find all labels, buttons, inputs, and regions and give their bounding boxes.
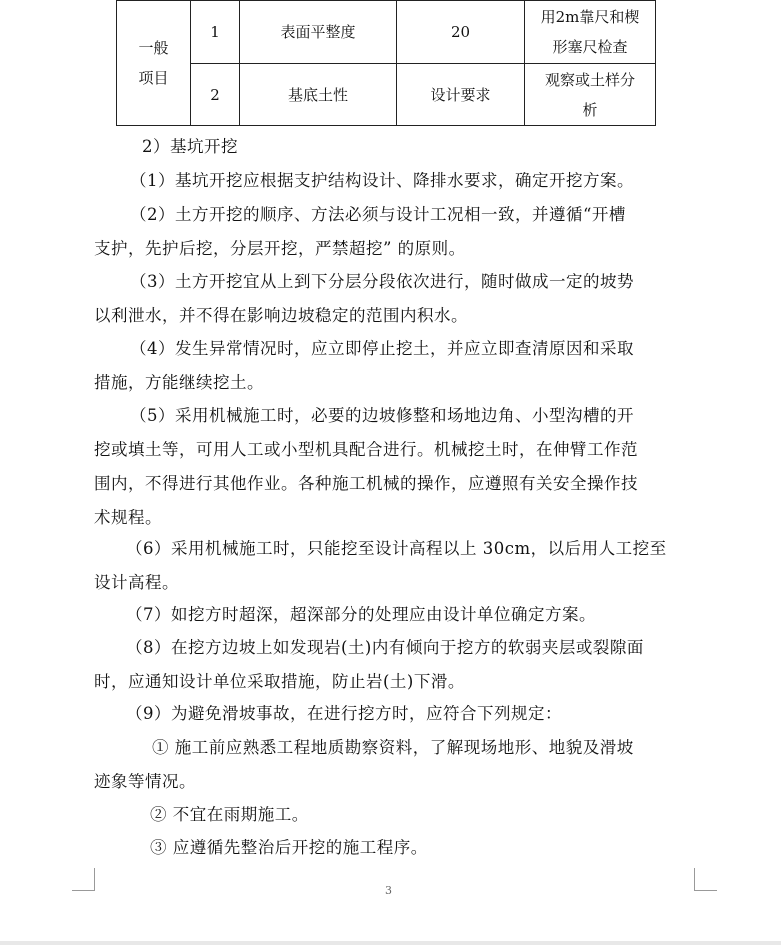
- paragraph-line: 时，应通知设计单位采取措施，防止岩(土)下滑。: [94, 672, 465, 691]
- quality-table: [116, 0, 656, 126]
- paragraph-line: 支护，先护后挖，分层开挖，严禁超挖” 的原则。: [94, 239, 466, 258]
- paragraph-line: （3）土方开挖宜从上到下分层分段依次进行，随时做成一定的坡势: [130, 272, 634, 291]
- table-row: [117, 1, 656, 64]
- paragraph-line: ② 不宜在雨期施工。: [150, 805, 309, 824]
- allowed-value: 设计要求: [397, 64, 525, 126]
- paragraph: [126, 697, 562, 731]
- paragraph: [94, 532, 667, 600]
- check-item: 基底土性: [240, 64, 397, 126]
- paragraph-line: （9）为避免滑坡事故，在进行挖方时，应符合下列规定：: [126, 704, 562, 723]
- paragraph-line: （8）在挖方边坡上如发现岩(土)内有倾向于挖方的软弱夹层或裂隙面: [126, 638, 644, 657]
- check-method: [525, 64, 656, 126]
- page-bottom-edge: [0, 941, 781, 945]
- check-item: 表面平整度: [240, 1, 397, 64]
- paragraph-line: 挖或填土等，可用人工或小型机具配合进行。机械挖土时，在伸臂工作范: [94, 440, 638, 459]
- paragraph: [94, 399, 638, 535]
- page-number: 3: [385, 884, 392, 897]
- section-heading: 2）基坑开挖: [142, 137, 238, 156]
- paragraph-line: 以利泄水，并不得在影响边坡稳定的范围内积水。: [94, 306, 468, 325]
- row-number: 1: [191, 1, 240, 64]
- paragraph-line: 术规程。: [94, 508, 162, 527]
- row-number: 2: [191, 64, 240, 126]
- paragraph-line: （1）基坑开挖应根据支护结构设计、降排水要求，确定开挖方案。: [130, 171, 634, 190]
- check-method-line: 析: [582, 100, 598, 119]
- margin-corner-mark: [694, 868, 717, 891]
- paragraph: [94, 332, 634, 400]
- table-row: [117, 64, 656, 126]
- paragraph: [94, 731, 634, 799]
- check-method: [525, 1, 656, 64]
- paragraph: [94, 198, 626, 266]
- group-label-cell: [117, 1, 191, 126]
- allowed-value: 20: [397, 1, 525, 64]
- check-method-line: 形塞尺检查: [552, 38, 628, 56]
- paragraph-line: 围内，不得进行其他作业。各种施工机械的操作，应遵照有关安全操作技: [94, 474, 638, 493]
- margin-corner-mark: [72, 868, 95, 891]
- check-method-line: 观察或土样分: [544, 70, 635, 89]
- paragraph: [150, 798, 309, 832]
- paragraph-line: ③ 应遵循先整治后开挖的施工程序。: [150, 838, 428, 857]
- paragraph-line: （2）土方开挖的顺序、方法必须与设计工况相一致，并遵循“开槽: [130, 205, 626, 224]
- paragraph-line: （7）如挖方时超深，超深部分的处理应由设计单位确定方案。: [126, 605, 596, 624]
- paragraph: [94, 265, 634, 333]
- paragraph-line: （4）发生异常情况时，应立即停止挖土，并应立即查清原因和采取: [130, 339, 634, 358]
- paragraph-line: ① 施工前应熟悉工程地质勘察资料，了解现场地形、地貌及滑坡: [152, 738, 634, 757]
- paragraph-line: 设计高程。: [94, 573, 179, 592]
- paragraph-line: 迹象等情况。: [94, 772, 196, 791]
- group-label-line: 一般: [138, 39, 169, 57]
- paragraph: [126, 598, 596, 632]
- check-method-line: 用2m靠尺和楔: [540, 8, 640, 26]
- paragraph: [150, 831, 428, 865]
- paragraph-line: （5）采用机械施工时，必要的边坡修整和场地边角、小型沟槽的开: [130, 406, 634, 425]
- paragraph: [94, 631, 644, 699]
- paragraph-line: （6）采用机械施工时，只能挖至设计高程以上 30cm，以后用人工挖至: [126, 539, 667, 558]
- paragraph-line: 措施，方能继续挖土。: [94, 373, 264, 392]
- paragraph: [130, 164, 634, 198]
- group-label-line: 项目: [138, 69, 169, 87]
